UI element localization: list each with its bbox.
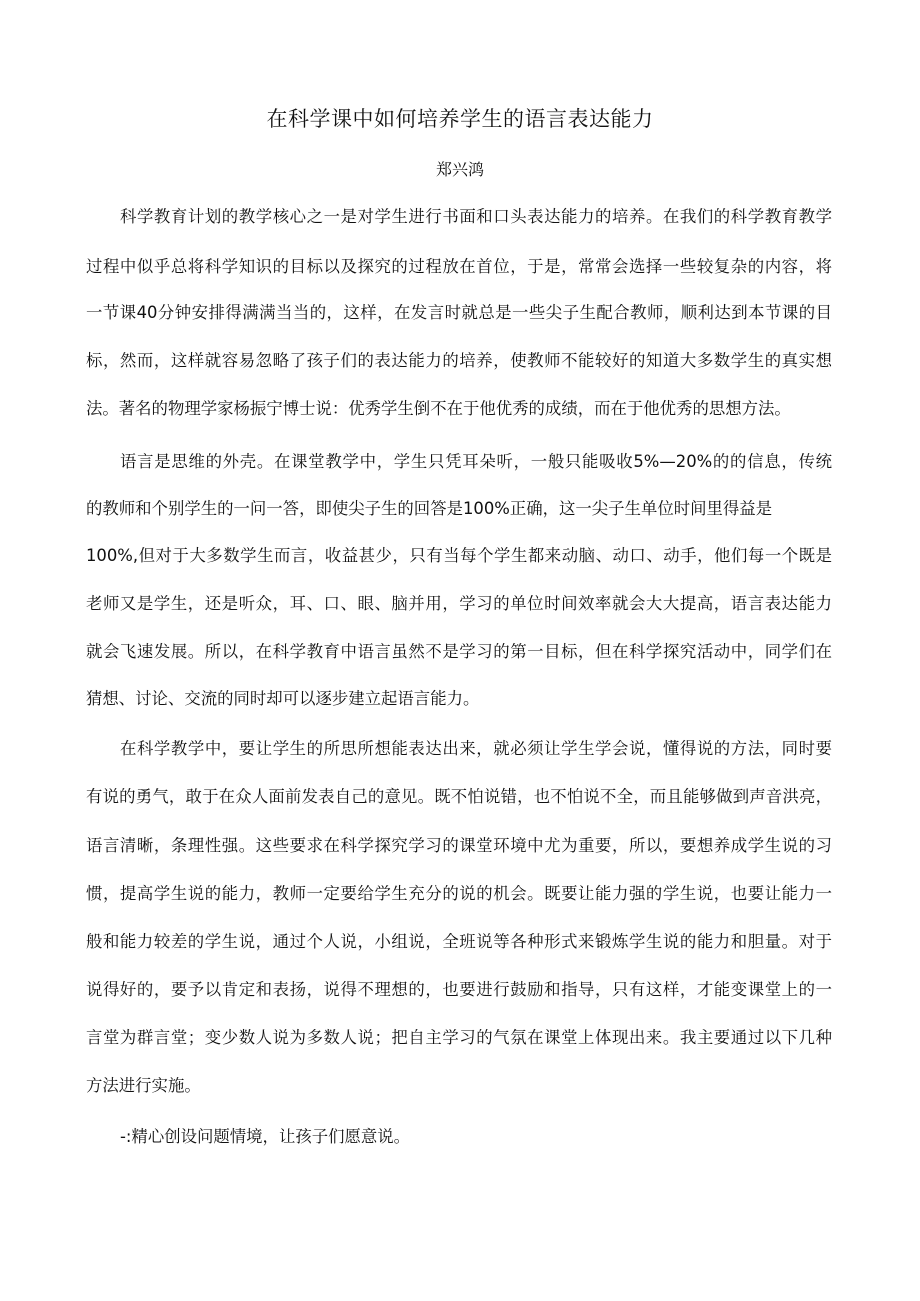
paragraph-line: 100%,但对于大多数学生而言，收益甚少，只有当每个学生都来动脑、动口、动手，他们每一个既是 [86,546,832,565]
paragraph-line: 科学教育计划的教学核心之一是对学生进行书面和口头表达能力的培养。在我们的科学教育教学 [120,207,832,226]
paragraph-line: 般和能力较差的学生说，通过个人说，小组说，全班说等各种形式来锻炼学生说的能力和胆量。对于 [86,932,832,951]
paragraph-line: 说得好的，要予以肯定和表扬，说得不理想的，也要进行鼓励和指导，只有这样，才能变课堂上的一 [86,980,832,999]
paragraph-line: 老师又是学生，还是听众，耳、口、眼、脑并用，学习的单位时间效率就会大大提高，语言表达能力 [86,594,832,613]
paragraph-line: 语言是思维的外壳。在课堂教学中，学生只凭耳朵听，一般只能吸收5%—20%的的信息，传统 [120,452,832,471]
section-heading-text: -:精心创设问题情境，让孩子们愿意说。 [120,1127,411,1146]
document-title: 在科学课中如何培养学生的语言表达能力 [266,107,654,131]
document-author: 郑兴鸿 [435,160,484,179]
paragraph-line: 在科学教学中，要让学生的所思所想能表达出来，就必须让学生学会说，懂得说的方法，同时要 [120,739,832,758]
paragraph-line: 语言清晰，条理性强。这些要求在科学探究学习的课堂环境中尤为重要，所以，要想养成学生说的习 [86,836,832,855]
paragraph-line: 过程中似乎总将科学知识的目标以及探究的过程放在首位，于是，常常会选择一些较复杂的内容，将 [86,257,832,276]
paragraph-line: 的教师和个别学生的一问一答，即使尖子生的回答是100%正确，这一尖子生单位时间里得益是 [86,499,773,518]
paragraph-line: 有说的勇气，敢于在众人面前发表自己的意见。既不怕说错，也不怕说不全，而且能够做到声音洪亮， [86,787,832,806]
paragraph-line: 惯，提高学生说的能力，教师一定要给学生充分的说的机会。既要让能力强的学生说，也要让能力一 [86,884,832,903]
paragraph-line: 言堂为群言堂；变少数人说为多数人说；把自主学习的气氛在课堂上体现出来。我主要通过以下几种 [86,1028,832,1047]
paragraph-line: 猜想、讨论、交流的同时却可以逐步建立起语言能力。 [86,689,480,708]
paragraph-line: 方法进行实施。 [86,1076,201,1095]
paragraph-line: 一节课40分钟安排得满满当当的，这样，在发言时就总是一些尖子生配合教师，顺利达到本节课的目 [86,303,832,322]
paragraph-line: 就会飞速发展。所以，在科学教育中语言虽然不是学习的第一目标，但在科学探究活动中，同学们在 [86,642,832,661]
paragraph-line: 法。著名的物理学家杨振宁博士说：优秀学生倒不在于他优秀的成绩，而在于他优秀的思想方法。 [86,399,791,418]
paragraph-line: 标，然而，这样就容易忽略了孩子们的表达能力的培养，使教师不能较好的知道大多数学生的真实想 [86,351,832,370]
